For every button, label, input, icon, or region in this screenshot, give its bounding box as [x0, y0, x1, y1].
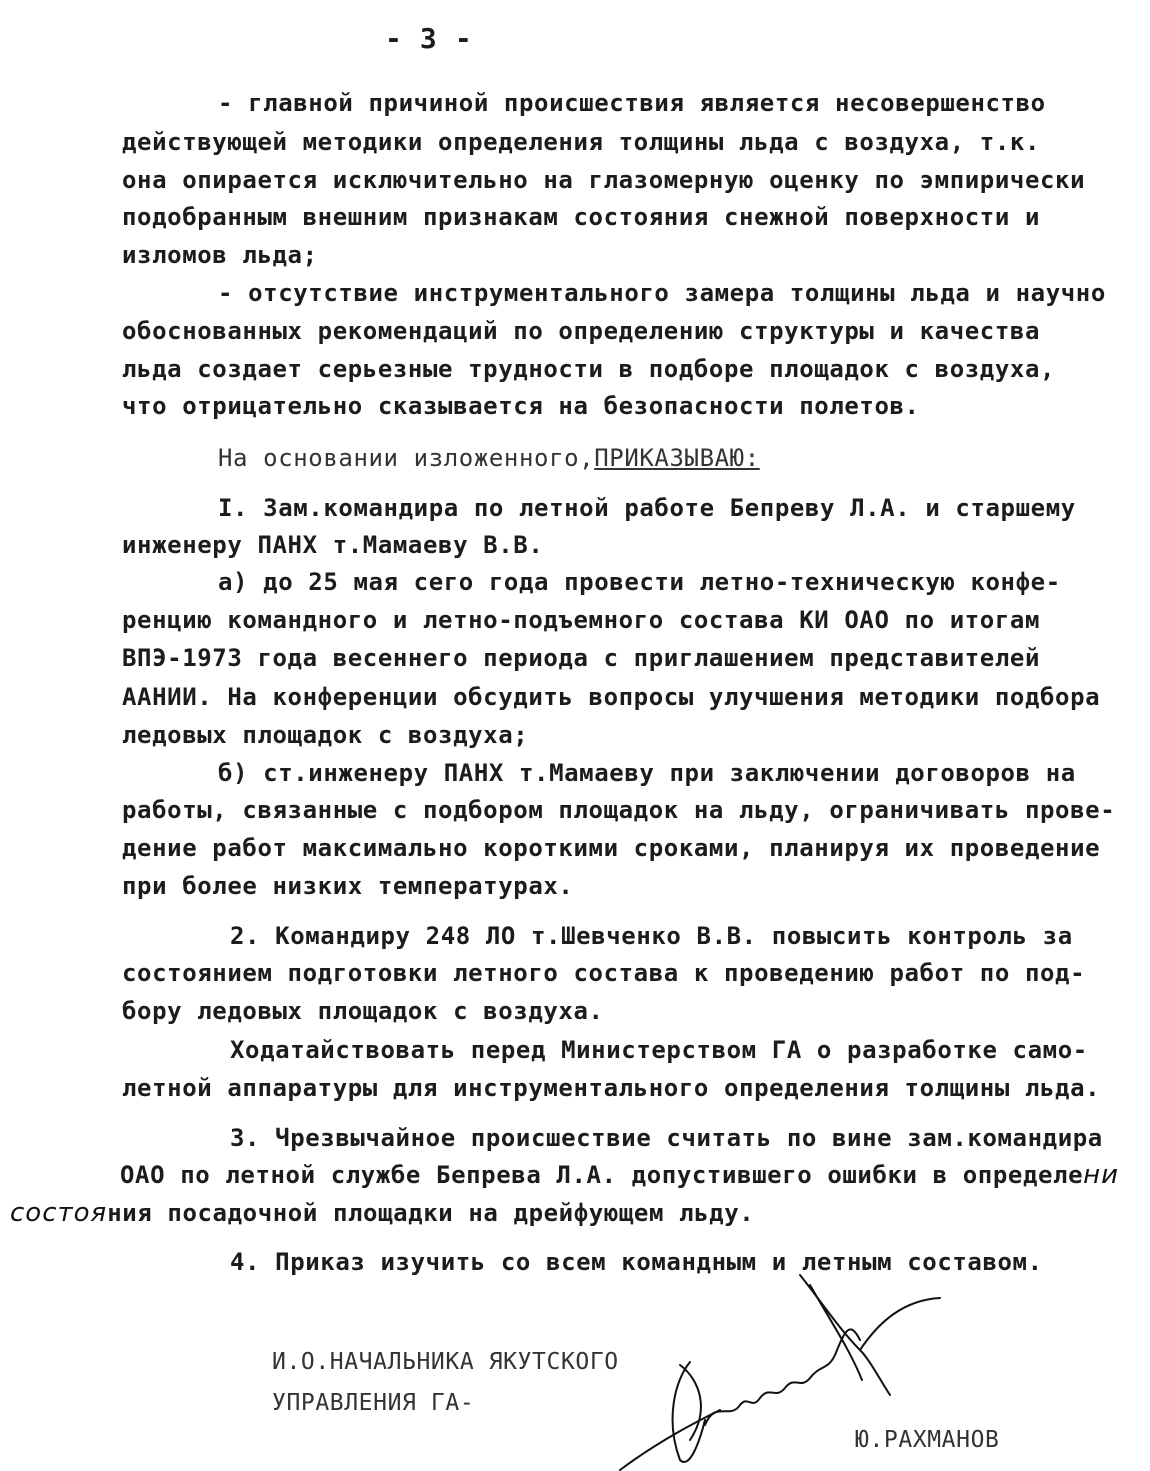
text-line: бору ледовых площадок с воздуха.	[122, 997, 604, 1025]
page-number: - 3 -	[385, 22, 473, 55]
handwritten-correction: состоя	[10, 1198, 108, 1228]
order-keyword: ПРИКАЗЫВАЮ:	[594, 444, 760, 472]
text-line: при более низких температурах.	[122, 872, 574, 900]
text-line: I. Зам.командира по летной работе Бепреву Л.А. и старшему	[218, 494, 1076, 522]
text-line: работы, связанные с подбором площадок на льду, ограничивать прове-	[122, 796, 1116, 824]
text-line: ледовых площадок с воздуха;	[122, 721, 529, 749]
order-intro-text: На основании изложенного,	[218, 444, 595, 472]
typed-text: ОАО по летной службе Бепрева Л.А. допустившего ошибки в определе	[120, 1161, 1084, 1189]
text-line: дение работ максимально короткими сроками, планируя их проведение	[122, 834, 1101, 862]
text-line: ренцию командного и летно-подъемного состава КИ ОАО по итогам	[122, 606, 1041, 634]
text-line: Ходатайствовать перед Министерством ГА о разработке само-	[230, 1036, 1088, 1064]
text-line: б) ст.инженеру ПАНХ т.Мамаеву при заключении договоров на	[218, 759, 1076, 787]
text-line: что отрицательно сказывается на безопасности полетов.	[122, 392, 920, 420]
text-line: ААНИИ. На конференции обсудить вопросы улучшения методики подбора	[122, 683, 1101, 711]
handwritten-correction: ни	[1083, 1160, 1120, 1190]
signatory-name: Ю.РАХМАНОВ	[855, 1427, 1000, 1453]
text-line: инженеру ПАНХ т.Мамаеву В.В.	[122, 531, 544, 559]
text-line: действующей методики определения толщины льда с воздуха, т.к.	[122, 128, 1041, 156]
order-item-4: 4. Приказ изучить со всем командным и летным составом.	[230, 1248, 1043, 1276]
text-line: состоянием подготовки летного состава к проведению работ по под-	[122, 959, 1086, 987]
text-line: - отсутствие инструментального замера толщины льда и научно	[218, 279, 1106, 307]
signatory-title-line: И.О.НАЧАЛЬНИКА ЯКУТСКОГО	[272, 1349, 619, 1375]
text-line: летной аппаратуры для инструментального определения толщины льда.	[122, 1074, 1101, 1102]
text-line: ВПЭ-1973 года весеннего периода с приглашением представителей	[122, 644, 1041, 672]
text-line: подобранным внешним признакам состояния снежной поверхности и	[122, 203, 1041, 231]
text-line: а) до 25 мая сего года провести летно-техническую конфе-	[218, 568, 1061, 596]
text-line: обоснованных рекомендаций по определению структуры и качества	[122, 317, 1041, 345]
text-line: - главной причиной происшествия является несовершенство	[218, 89, 1046, 117]
typed-text: ния посадочной площадки на дрейфующем льду.	[107, 1199, 755, 1227]
text-line: 3. Чрезвычайное происшествие считать по вине зам.командира	[230, 1124, 1103, 1152]
signatory-title-line: УПРАВЛЕНИЯ ГА-	[272, 1390, 475, 1416]
text-line: 2. Командиру 248 ЛО т.Шевченко В.В. повысить контроль за	[230, 922, 1073, 950]
text-line: льда создает серьезные трудности в подборе площадок с воздуха,	[122, 355, 1056, 383]
text-line: она опирается исключительно на глазомерную оценку по эмпирически	[122, 166, 1086, 194]
text-line: изломов льда;	[122, 241, 318, 269]
